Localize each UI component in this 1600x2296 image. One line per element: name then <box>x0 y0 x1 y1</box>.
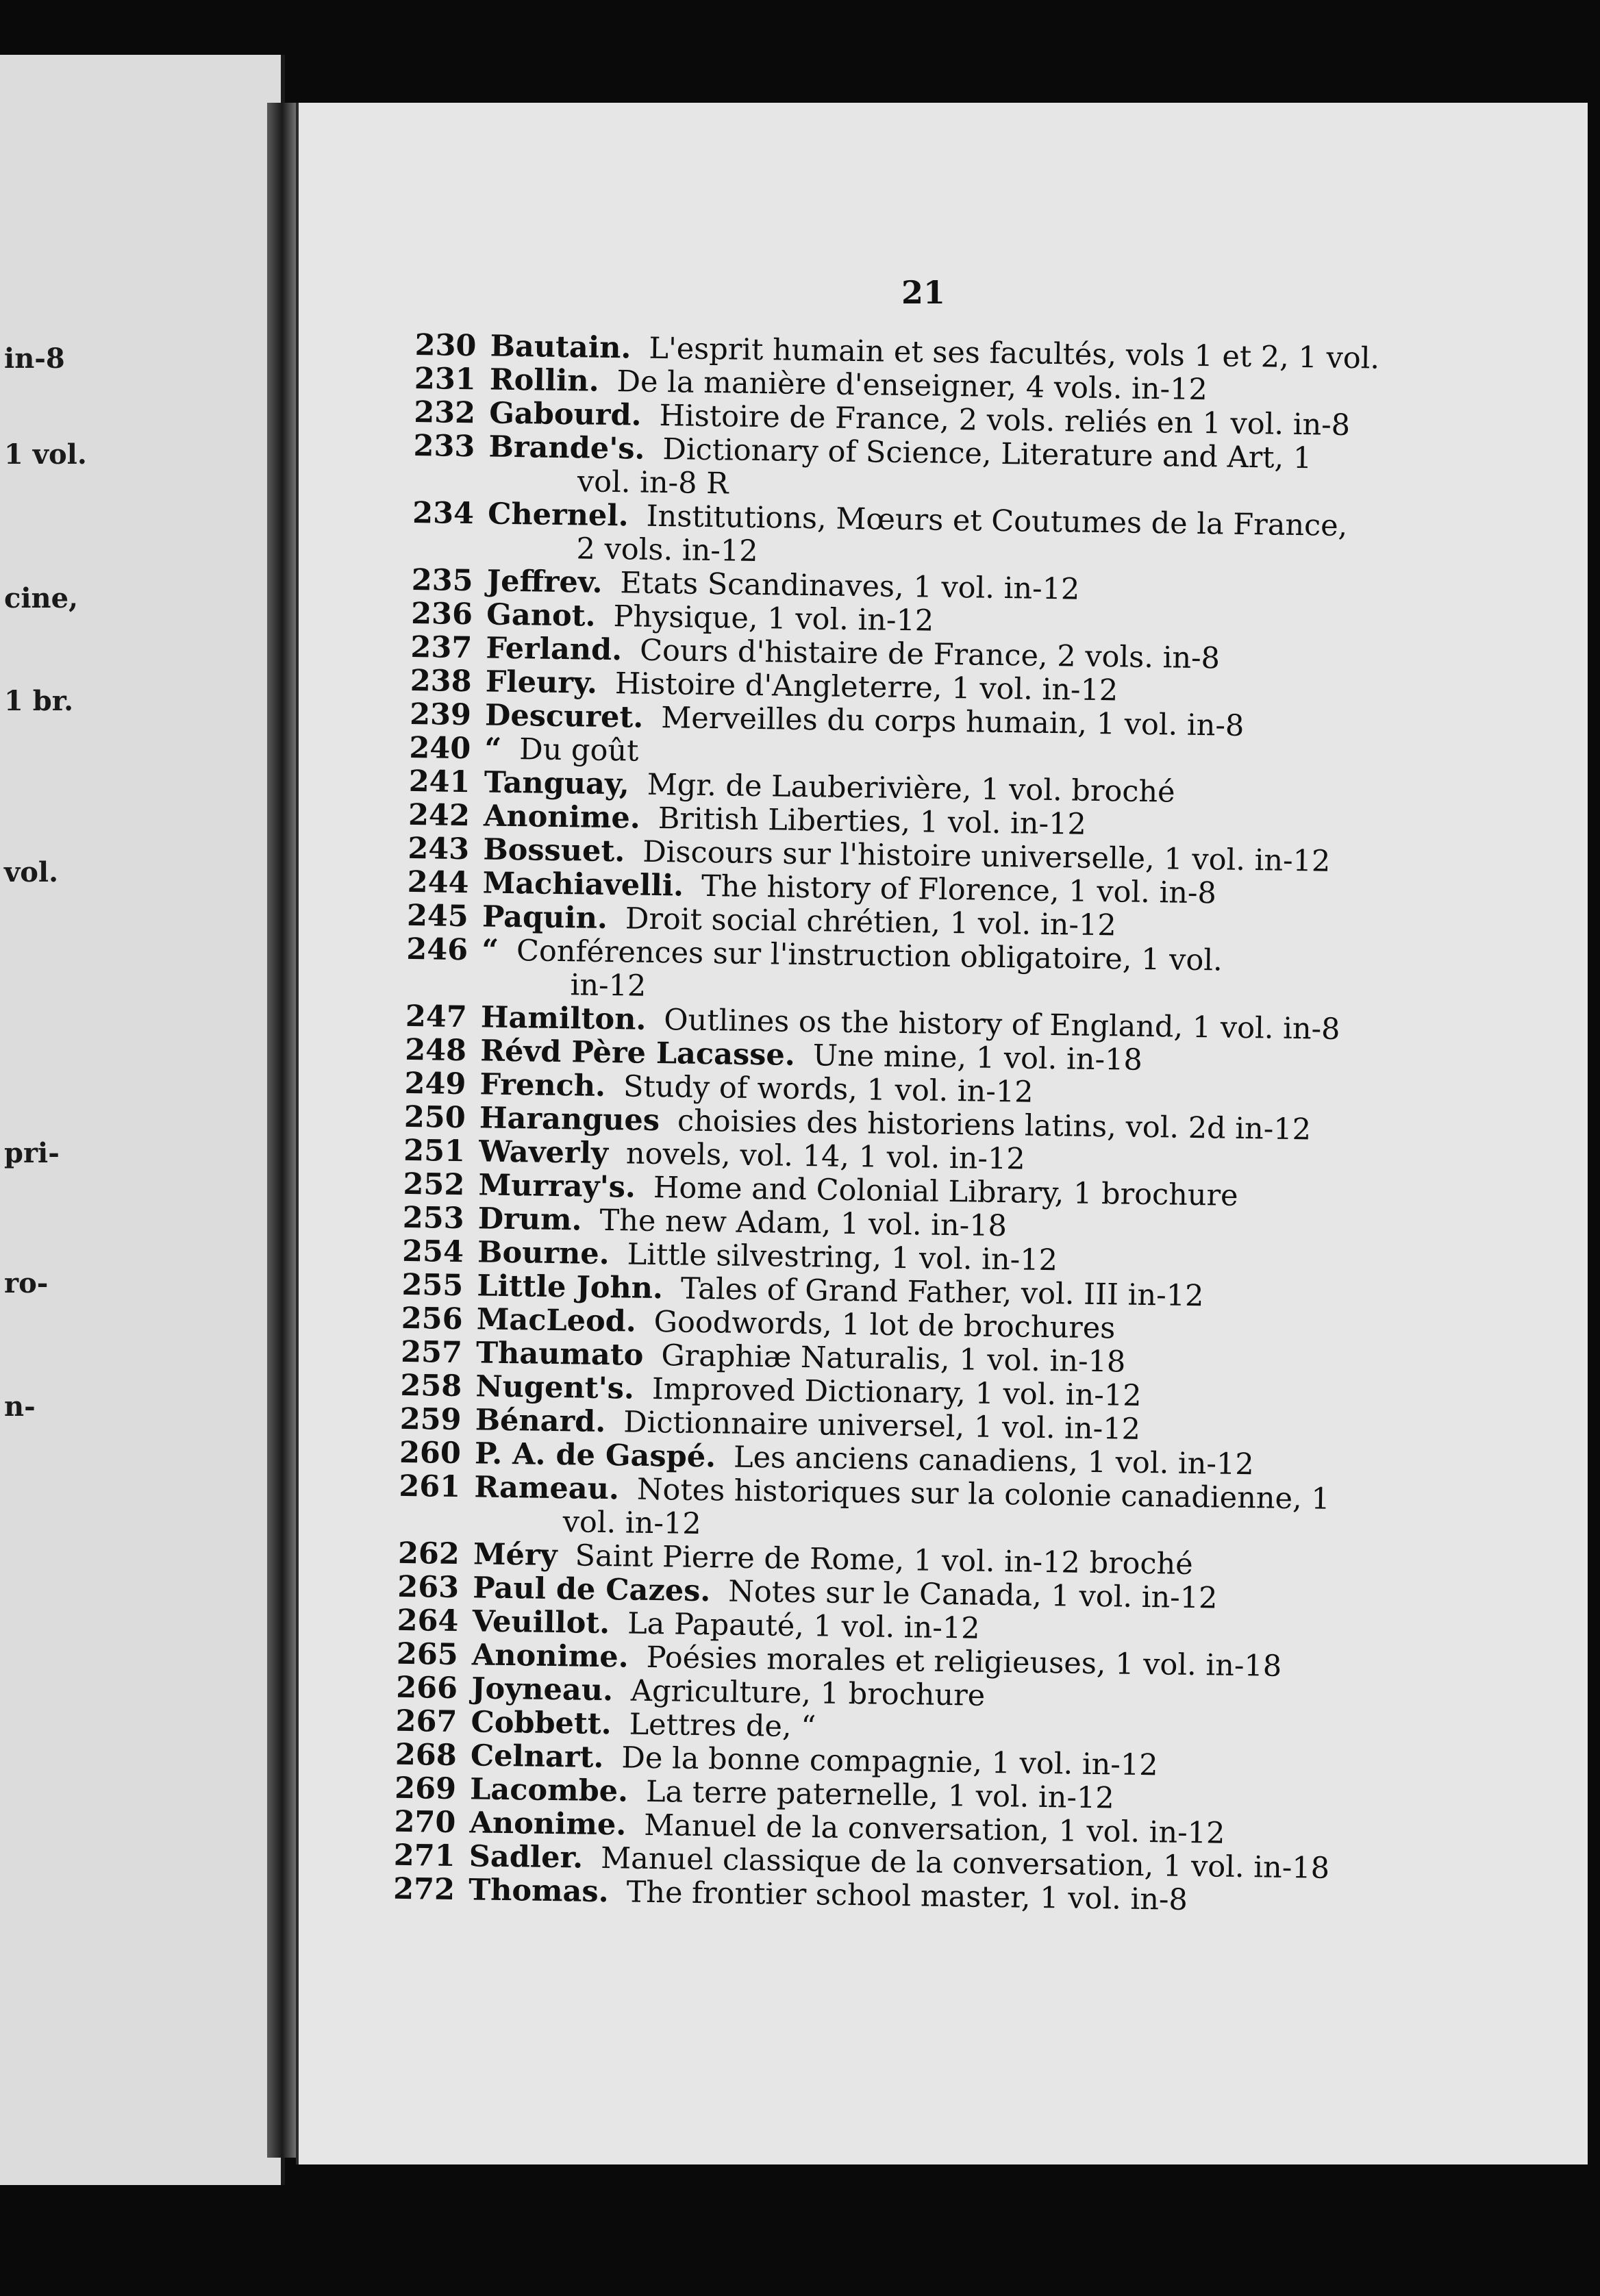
entry-continuation: in-12 <box>570 968 647 1003</box>
left-page-fragment: ro- <box>4 1267 49 1299</box>
entry-number: 254 <box>401 1234 464 1270</box>
entry-title: Study of words, 1 vol. in-12 <box>623 1069 1034 1110</box>
entry-continuation: vol. in-12 <box>562 1505 701 1541</box>
entry-author: Bénard. <box>475 1403 606 1440</box>
entry-title: Physique, 1 vol. in-12 <box>613 599 934 638</box>
entry-author: Rollin. <box>489 362 599 399</box>
entry-number: 240 <box>409 730 471 766</box>
entry-title: La Papauté, 1 vol. in-12 <box>627 1606 980 1646</box>
entry-title: The new Adam, 1 vol. in-18 <box>599 1203 1008 1244</box>
entry-title: L'esprit humain et ses facultés, vols 1 et 2, 1 vol. <box>649 331 1380 376</box>
entry-author: Bautain. <box>490 329 632 366</box>
left-page-fragment: pri- <box>4 1137 60 1169</box>
page-number: 21 <box>901 274 946 311</box>
entry-number: 266 <box>395 1670 458 1706</box>
entry-title: De la bonne compagnie, 1 vol. in-12 <box>621 1740 1158 1783</box>
entry-author: Cobbett. <box>471 1705 612 1742</box>
entry-number: 242 <box>408 797 471 834</box>
entry-author: Thaumato <box>475 1336 644 1373</box>
entry-author: Gabourd. <box>488 396 642 433</box>
entry-title: Saint Pierre de Rome, 1 vol. in-12 broché <box>575 1538 1194 1582</box>
entry-title: Tales of Grand Father, vol. III in-12 <box>680 1271 1204 1314</box>
entry-title: Outlines os the history of England, 1 vol. in-8 <box>664 1003 1340 1047</box>
entry-author: Chernel. <box>487 497 629 534</box>
entry-title: Histoire de France, 2 vols. reliés en 1 vol. in-8 <box>659 398 1351 443</box>
entry-title: choisies des historiens latins, vol. 2d in-12 <box>677 1103 1312 1147</box>
entry-title: The history of Florence, 1 vol. in-8 <box>701 869 1217 911</box>
right-page <box>296 103 1588 2164</box>
entry-author: Méry <box>473 1537 558 1573</box>
entry-number: 252 <box>403 1166 465 1203</box>
entry-number: 244 <box>407 864 469 901</box>
entry-author: “ <box>484 732 502 766</box>
left-page-fragment: n- <box>4 1390 36 1423</box>
entry-author: Paquin. <box>482 899 608 936</box>
entry-number: 235 <box>411 562 473 599</box>
entry-author: Rameau. <box>474 1470 620 1507</box>
entry-title: Agriculture, 1 brochure <box>630 1673 986 1713</box>
entry-title: Les anciens canadiens, 1 vol. in-12 <box>733 1440 1255 1482</box>
entry-author: Little John. <box>477 1269 664 1306</box>
entry-title: Notes historiques sur la colonie canadienne, 1 <box>636 1472 1331 1517</box>
entry-title: Dictionnaire universel, 1 vol. in-12 <box>623 1405 1141 1447</box>
entry-author: Celnart. <box>470 1738 604 1775</box>
entry-number: 258 <box>400 1368 462 1404</box>
entry-title: Histoire d'Angleterre, 1 vol. in-12 <box>614 666 1118 708</box>
entry-number: 236 <box>410 596 473 632</box>
entry-number: 234 <box>412 495 475 532</box>
left-page-fragment: vol. <box>4 856 59 888</box>
entry-author: Anonime. <box>469 1806 627 1843</box>
entry-number: 268 <box>395 1737 458 1773</box>
entry-title: Discours sur l'histoire universelle, 1 vol. in-12 <box>642 834 1331 879</box>
entry-title: Etats Scandinaves, 1 vol. in-12 <box>620 566 1080 607</box>
entry-author: Waverly <box>478 1134 609 1171</box>
entry-number: 241 <box>408 764 471 800</box>
entry-number: 238 <box>410 663 472 699</box>
entry-title: Institutions, Mœurs et Coutumes de la France, <box>646 499 1348 544</box>
entry-title: Manuel classique de la conversation, 1 vol. in-18 <box>600 1841 1330 1886</box>
entry-author: Fleury. <box>485 664 598 701</box>
entry-title: Lettres de, “ <box>629 1707 816 1745</box>
entry-author: Anonime. <box>483 799 641 836</box>
left-page-fragment: cine, <box>4 582 79 614</box>
catalogue-entries <box>393 329 1552 1922</box>
entry-number: 230 <box>414 328 477 364</box>
entry-title: Droit social chrétien, 1 vol. in-12 <box>625 901 1116 943</box>
entry-title: Conférences sur l'instruction obligatoire, 1 vol. <box>516 934 1223 978</box>
entry-author: Bossuet. <box>483 832 625 869</box>
entry-number: 232 <box>413 395 476 431</box>
entry-title: La terre paternelle, 1 vol. in-12 <box>645 1774 1115 1816</box>
entry-title: Mgr. de Lauberivière, 1 vol. broché <box>647 767 1175 810</box>
entry-title: Goodwords, 1 lot de brochures <box>653 1305 1116 1346</box>
entry-number: 270 <box>394 1804 456 1840</box>
entry-number: 264 <box>397 1603 459 1639</box>
entry-title: Poésies morales et religieuses, 1 vol. in-18 <box>646 1640 1282 1684</box>
entry-author: Lacombe. <box>469 1772 629 1809</box>
entry-number: 259 <box>399 1401 462 1438</box>
entry-author: Ganot. <box>486 597 596 634</box>
entry-continuation: 2 vols. in-12 <box>576 532 758 569</box>
entry-title: Graphiæ Naturalis, 1 vol. in-18 <box>661 1338 1126 1380</box>
entry-title: Dictionary of Science, Literature and Art, 1 <box>662 432 1312 476</box>
entry-number: 247 <box>405 999 468 1035</box>
entry-author: Harangues <box>479 1101 660 1138</box>
entry-author: Drum. <box>477 1201 582 1238</box>
left-page <box>0 55 285 2185</box>
entry-author: Anonime. <box>471 1638 629 1675</box>
entry-author: “ <box>481 933 499 968</box>
entry-author: MacLeod. <box>476 1302 637 1339</box>
entry-number: 267 <box>395 1704 458 1740</box>
entry-number: 271 <box>393 1838 455 1874</box>
entry-author: Bourne. <box>477 1235 610 1272</box>
entry-author: French. <box>479 1067 606 1103</box>
entry-author: Brande's. <box>488 429 645 466</box>
entry-number: 231 <box>414 361 477 397</box>
entry-number: 265 <box>396 1636 459 1673</box>
entry-author: Machiavelli. <box>482 866 684 903</box>
entry-number: 269 <box>394 1771 457 1807</box>
entry-title: Du goût <box>518 732 639 769</box>
entry-number: 249 <box>404 1066 466 1102</box>
entry-author: Nugent's. <box>475 1369 635 1406</box>
entry-number: 239 <box>409 697 472 733</box>
entry-number: 255 <box>401 1267 464 1303</box>
entry-number: 257 <box>400 1334 463 1371</box>
entry-title: The frontier school master, 1 vol. in-8 <box>626 1875 1188 1917</box>
entry-number: 272 <box>392 1871 455 1908</box>
entry-number: 246 <box>406 932 468 968</box>
entry-number: 261 <box>399 1469 461 1505</box>
entry-author: Hamilton. <box>480 1000 647 1037</box>
entry-number: 250 <box>403 1099 466 1136</box>
entry-title: British Liberties, 1 vol. in-12 <box>658 801 1087 842</box>
entry-title: novels, vol. 14, 1 vol. in-12 <box>625 1136 1026 1177</box>
entry-number: 256 <box>401 1301 463 1337</box>
entry-number: 245 <box>406 898 469 934</box>
entry-author: Révd Père Lacasse. <box>479 1034 796 1073</box>
entry-author: Paul de Cazes. <box>472 1571 711 1609</box>
entry-author: Ferland. <box>486 631 623 668</box>
entry-number: 243 <box>408 831 470 867</box>
entry-author: Sadler. <box>468 1839 584 1875</box>
entry-author: P. A. de Gaspé. <box>474 1436 716 1475</box>
entry-author: Tanguay, <box>484 765 630 802</box>
entry-author: Jeffrev. <box>486 564 603 600</box>
entry-number: 260 <box>399 1435 462 1471</box>
entry-title: Manuel de la conversation, 1 vol. in-12 <box>643 1808 1225 1851</box>
entry-number: 251 <box>403 1133 466 1169</box>
entry-continuation: vol. in-8 R <box>577 464 729 501</box>
entry-title: Home and Colonial Library, 1 brochure <box>653 1170 1238 1213</box>
entry-title: De la manière d'enseigner, 4 vols. in-12 <box>616 364 1208 408</box>
entry-title: Little silvestring, 1 vol. in-12 <box>627 1237 1058 1278</box>
entry-number: 248 <box>404 1032 467 1069</box>
entry-number: 237 <box>410 629 473 666</box>
entry-title: Notes sur le Canada, 1 vol. in-12 <box>728 1574 1218 1616</box>
entry-title: Cours d'histaire de France, 2 vols. in-8 <box>639 633 1221 676</box>
left-page-fragment: 1 br. <box>4 685 74 717</box>
entry-title: Merveilles du corps humain, 1 vol. in-8 <box>660 701 1245 743</box>
left-page-fragment: 1 vol. <box>4 438 87 471</box>
entry-number: 253 <box>402 1200 464 1236</box>
entry-number: 263 <box>397 1569 460 1606</box>
entry-author: Joyneau. <box>471 1671 614 1708</box>
entry-author: Descuret. <box>484 698 644 735</box>
entry-number: 233 <box>413 428 475 464</box>
left-page-fragment: in-8 <box>4 342 65 375</box>
book-gutter <box>267 103 297 2158</box>
entry-author: Thomas. <box>468 1873 609 1910</box>
entry-title: Une mine, 1 vol. in-18 <box>812 1038 1143 1077</box>
entry-author: Murray's. <box>478 1168 636 1205</box>
entry-number: 262 <box>397 1536 460 1572</box>
entry-title: Improved Dictionary, 1 vol. in-12 <box>651 1371 1142 1413</box>
entry-author: Veuillot. <box>472 1604 610 1641</box>
